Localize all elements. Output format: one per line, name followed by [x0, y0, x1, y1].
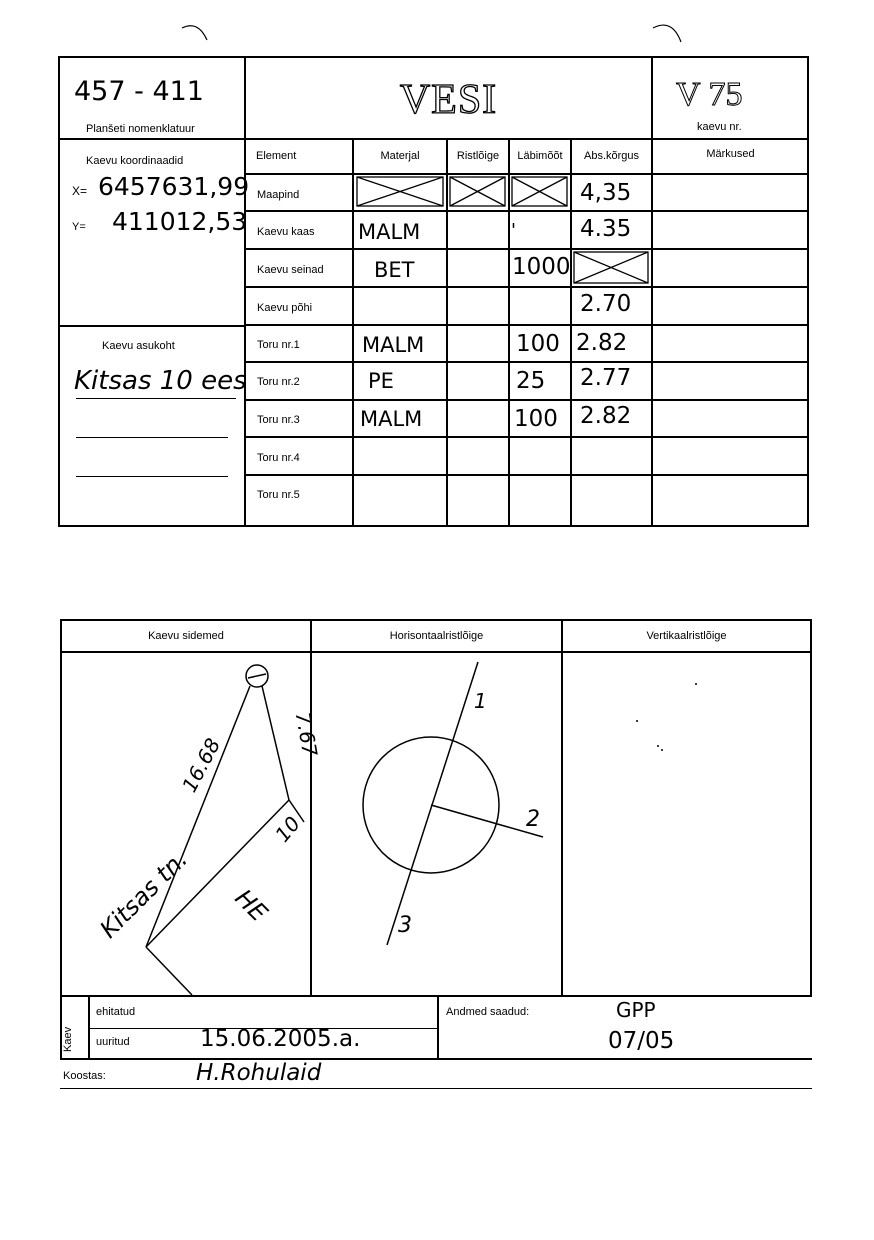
row-element: Toru nr.3 [257, 414, 300, 426]
well-number-label: kaevu nr. [697, 121, 742, 133]
col-vertical: Vertikaalristlõige [646, 630, 727, 642]
cell-diameter: 100 [514, 406, 558, 432]
distance-label: 10 [270, 811, 305, 847]
cell-height: 2.77 [580, 365, 632, 391]
data-source-date: 07/05 [608, 1028, 675, 1054]
cell-material: BET [374, 258, 415, 282]
street-label: Kitsas tn. [94, 845, 194, 944]
pipe-number: 3 [398, 913, 412, 938]
data-source-label: Andmed saadud: [446, 1006, 530, 1018]
row-element: Toru nr.1 [257, 339, 300, 351]
distance-label: 16.68 [177, 734, 226, 797]
row-element: Maapind [257, 189, 300, 201]
cell-diameter: 25 [516, 368, 546, 394]
pipe-type-label: HE [229, 883, 273, 928]
well-number: V 75 [676, 76, 743, 113]
site-sketch [0, 600, 874, 1000]
col-element: Element [256, 150, 297, 162]
y-label: Y= [72, 221, 86, 233]
x-label: X= [72, 184, 88, 198]
cell-material: MALM [362, 333, 425, 357]
col-notes: Märkused [706, 148, 755, 160]
cell-material: PE [368, 369, 394, 393]
row-element: Toru nr.2 [257, 376, 300, 388]
distance-label: 7.67 [290, 710, 323, 759]
compiled-by: H.Rohulaid [196, 1060, 322, 1086]
pipe-number: 1 [474, 689, 487, 713]
col-horizontal: Horisontaalristlõige [389, 630, 484, 642]
pipe-number: 2 [526, 807, 540, 832]
data-source-value: GPP [616, 998, 656, 1022]
cell-diameter: ' [511, 220, 516, 241]
surveyed-label: uuritud [96, 1036, 130, 1048]
location-value: Kitsas 10 ees [74, 366, 247, 396]
page-title: VESI [399, 77, 498, 123]
cell-diameter: 100 [516, 331, 560, 357]
row-element: Kaevu põhi [257, 302, 313, 314]
planset-label: Planšeti nomenklatuur [86, 123, 195, 135]
col-material: Materjal [380, 150, 420, 162]
col-cross: Ristlõige [456, 150, 500, 162]
compiled-label: Koostas: [63, 1070, 106, 1082]
coords-label: Kaevu koordinaadid [86, 155, 184, 167]
cell-diameter: 1000 [512, 254, 571, 280]
planset-value: 457 - 411 [74, 76, 204, 107]
cell-material: MALM [360, 407, 423, 431]
col-connections: Kaevu sidemed [148, 630, 224, 642]
surveyed-date: 15.06.2005.a. [200, 1026, 361, 1052]
location-label: Kaevu asukoht [102, 340, 175, 352]
kaev-label: Kaev [62, 1026, 74, 1052]
cell-height: 2.82 [576, 330, 628, 356]
row-element: Toru nr.4 [257, 452, 300, 464]
row-element: Kaevu kaas [257, 226, 315, 238]
row-element: Toru nr.5 [257, 489, 300, 501]
cell-height: 4,35 [580, 180, 632, 206]
built-label: ehitatud [96, 1006, 136, 1018]
cell-height: 4.35 [580, 216, 632, 242]
col-diameter: Läbimõõt [517, 150, 563, 162]
cell-height: 2.70 [580, 291, 632, 317]
y-value: 411012,53 [112, 207, 248, 236]
cell-material: MALM [358, 220, 421, 244]
x-value: 6457631,99 [98, 172, 250, 201]
row-element: Kaevu seinad [257, 264, 324, 276]
col-height: Abs.kõrgus [583, 150, 640, 162]
cell-height: 2.82 [580, 403, 632, 429]
specks [636, 683, 697, 751]
